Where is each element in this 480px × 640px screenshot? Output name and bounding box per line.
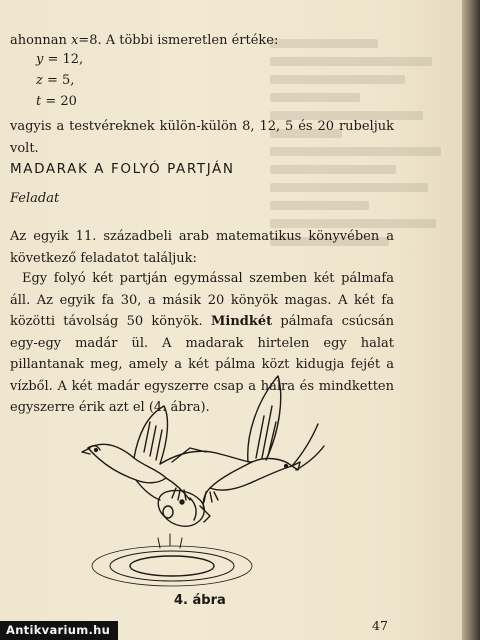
page-edge-shadow [462,0,480,640]
site-watermark: Antikvarium.hu [0,621,118,640]
solution-line: ahonnan x=8. A többi ismeretlen értéke: [10,33,279,48]
figure-caption: 4. ábra [174,593,226,608]
section-heading: MADARAK A FOLYÓ PARTJÁN [10,161,235,177]
equation-y: y = 12, [36,52,84,67]
problem-paragraph: Egy folyó két partján egymással szemben két pálmafa áll. Az egyik fa 30, a másik 20 könyök magas. A két fa közötti távolság 50 könyök. Mindkét pálmafa csúcsán egy-egy madár ül. A madarak hirtelen egy halat pillantanak meg, amely a két pálma közt kidugja fejét a vízből. A két madár egyszerre csap a halra és mindketten egyszerre érik azt el (4. ábra). [10,271,394,415]
equation-z: z = 5, [36,73,75,88]
conclusion-text: vagyis a testvéreknek külön-külön 8, 12, 5 és 20 rubeljuk volt. [10,119,394,156]
equation-t: t = 20 [36,94,77,109]
intro-paragraph: Az egyik 11. századbeli arab matematikus könyvében a következő feladatot találjuk: [10,229,394,266]
page-number: 47 [372,618,388,633]
birds-and-fish-illustration [60,366,330,591]
subheading: Feladat [10,191,60,206]
